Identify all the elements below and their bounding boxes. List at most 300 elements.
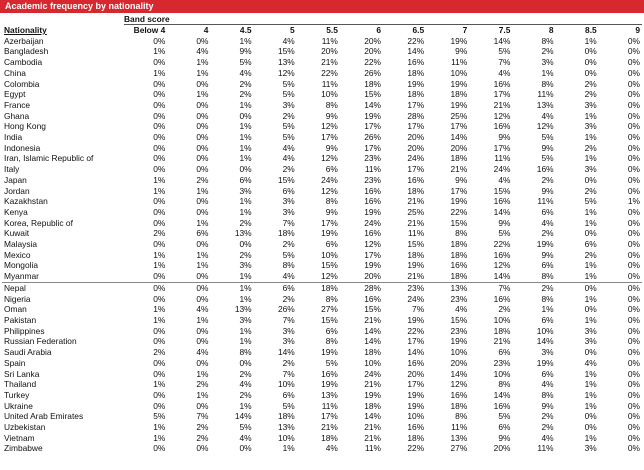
frequency-cell[interactable]: 4% [584,357,597,368]
frequency-cell[interactable]: 0% [627,400,640,411]
frequency-cell[interactable]: 0% [627,282,640,293]
frequency-cell[interactable]: 11% [451,57,468,68]
nationality-cell[interactable]: Iran, Islamic Republic of [4,153,94,164]
nationality-cell[interactable]: Kuwait [4,228,30,239]
frequency-cell[interactable]: 1% [196,389,209,400]
frequency-cell[interactable]: 5% [282,89,295,100]
frequency-cell[interactable]: 2% [282,164,295,175]
frequency-cell[interactable]: 17% [407,99,425,110]
frequency-cell[interactable]: 1% [584,314,597,325]
frequency-cell[interactable]: 24% [321,174,338,185]
frequency-cell[interactable]: 14% [493,35,511,46]
frequency-cell[interactable]: 12% [321,121,338,132]
column-header-band[interactable]: 4.5 [239,25,252,35]
frequency-cell[interactable]: 10% [364,357,381,368]
frequency-cell[interactable]: 1% [239,325,252,336]
frequency-cell[interactable]: 23% [493,357,511,368]
frequency-cell[interactable]: 13% [536,99,554,110]
frequency-cell[interactable]: 7% [282,217,295,228]
frequency-cell[interactable]: 0% [627,164,640,175]
frequency-cell[interactable]: 19% [450,196,468,207]
frequency-cell[interactable]: 7% [282,368,295,379]
frequency-cell[interactable]: 21% [364,314,381,325]
frequency-cell[interactable]: 15% [277,46,295,57]
frequency-cell[interactable]: 9% [498,432,511,443]
frequency-cell[interactable]: 2% [239,368,252,379]
frequency-cell[interactable]: 10% [450,347,468,358]
frequency-cell[interactable]: 18% [450,239,468,250]
frequency-cell[interactable]: 18% [277,228,295,239]
frequency-cell[interactable]: 9% [455,174,468,185]
frequency-cell[interactable]: 0% [584,347,597,358]
frequency-cell[interactable]: 26% [364,67,381,78]
frequency-cell[interactable]: 5% [325,357,338,368]
frequency-cell[interactable]: 18% [450,249,468,260]
frequency-cell[interactable]: 13% [234,228,252,239]
nationality-cell[interactable]: United Arab Emirates [4,411,84,422]
frequency-cell[interactable]: 14% [407,347,425,358]
frequency-cell[interactable]: 3% [239,314,252,325]
frequency-cell[interactable]: 19% [450,336,468,347]
frequency-cell[interactable]: 10% [321,249,338,260]
frequency-cell[interactable]: 0% [153,153,166,164]
frequency-cell[interactable]: 9% [239,46,252,57]
frequency-cell[interactable]: 0% [627,336,640,347]
frequency-cell[interactable]: 0% [627,422,640,433]
frequency-cell[interactable]: 2% [282,110,295,121]
nationality-cell[interactable]: Sri Lanka [4,368,40,379]
frequency-cell[interactable]: 0% [627,35,640,46]
frequency-cell[interactable]: 12% [277,67,295,78]
frequency-cell[interactable]: 17% [450,121,468,132]
frequency-cell[interactable]: 0% [627,142,640,153]
frequency-cell[interactable]: 10% [321,89,338,100]
frequency-cell[interactable]: 25% [407,206,425,217]
frequency-cell[interactable]: 20% [450,142,468,153]
nationality-cell[interactable]: Philippines [4,325,45,336]
nationality-cell[interactable]: Zimbabwe [4,443,43,454]
frequency-cell[interactable]: 0% [196,121,209,132]
frequency-cell[interactable]: 0% [196,206,209,217]
nationality-cell[interactable]: Oman [4,304,27,315]
frequency-cell[interactable]: 17% [364,142,381,153]
column-header-band[interactable]: 5 [290,25,295,35]
frequency-cell[interactable]: 3% [282,336,295,347]
nationality-cell[interactable]: Myanmar [2,271,124,282]
frequency-cell[interactable]: 14% [536,336,554,347]
frequency-cell[interactable]: 2% [239,89,252,100]
frequency-cell[interactable]: 7% [498,282,511,293]
frequency-cell[interactable]: 0% [627,89,640,100]
nationality-cell[interactable]: Spain [4,357,26,368]
frequency-cell[interactable]: 6% [325,325,338,336]
frequency-cell[interactable]: 0% [627,325,640,336]
frequency-cell[interactable]: 4% [282,142,295,153]
frequency-cell[interactable]: 3% [541,347,554,358]
frequency-cell[interactable]: 1% [584,379,597,390]
frequency-cell[interactable]: 6% [498,422,511,433]
frequency-cell[interactable]: 1% [153,314,166,325]
frequency-cell[interactable]: 16% [493,293,511,304]
frequency-cell[interactable]: 1% [196,67,209,78]
nationality-cell[interactable]: Turkey [4,389,30,400]
nationality-cell[interactable]: Nepal [4,282,26,293]
frequency-cell[interactable]: 0% [627,239,640,250]
frequency-cell[interactable]: 1% [153,260,166,271]
frequency-cell[interactable]: 17% [407,121,425,132]
frequency-cell[interactable]: 1% [239,153,252,164]
frequency-cell[interactable]: 9% [325,142,338,153]
frequency-cell[interactable]: 28% [364,282,381,293]
frequency-cell[interactable]: 1% [239,196,252,207]
frequency-cell[interactable]: 9% [455,46,468,57]
frequency-cell[interactable]: 13% [321,389,338,400]
frequency-cell[interactable]: 11% [537,89,554,100]
frequency-cell[interactable]: 6% [541,368,554,379]
frequency-cell[interactable]: 16% [364,228,381,239]
frequency-cell[interactable]: 10% [493,368,511,379]
frequency-cell[interactable]: 14% [469,271,512,282]
frequency-cell[interactable]: 12% [450,379,468,390]
frequency-cell[interactable]: 20% [340,271,383,282]
frequency-cell[interactable]: 2% [239,78,252,89]
frequency-cell[interactable]: 24% [493,164,511,175]
frequency-cell[interactable]: 4% [455,304,468,315]
frequency-cell[interactable]: 1% [196,260,209,271]
frequency-cell[interactable]: 16% [493,400,511,411]
frequency-cell[interactable]: 8% [541,389,554,400]
frequency-cell[interactable]: 16% [364,185,381,196]
frequency-cell[interactable]: 5% [282,132,295,143]
frequency-cell[interactable]: 0% [153,325,166,336]
frequency-cell[interactable]: 0% [627,132,640,143]
frequency-cell[interactable]: 0% [627,304,640,315]
frequency-cell[interactable]: 18% [277,411,295,422]
frequency-cell[interactable]: 4% [254,271,297,282]
frequency-cell[interactable]: 18% [321,282,338,293]
frequency-cell[interactable]: 4% [498,174,511,185]
frequency-cell[interactable]: 6% [498,347,511,358]
frequency-cell[interactable]: 0% [153,99,166,110]
frequency-cell[interactable]: 0% [153,389,166,400]
frequency-cell[interactable]: 16% [493,121,511,132]
frequency-cell[interactable]: 6% [282,389,295,400]
frequency-cell[interactable]: 3% [584,336,597,347]
nationality-cell[interactable]: Japan [4,174,27,185]
frequency-cell[interactable]: 6% [584,239,597,250]
frequency-cell[interactable]: 0% [627,121,640,132]
frequency-cell[interactable]: 0% [153,217,166,228]
frequency-cell[interactable]: 12% [321,153,338,164]
frequency-cell[interactable]: 0% [627,347,640,358]
frequency-cell[interactable]: 1% [153,304,166,315]
frequency-cell[interactable]: 16% [407,174,425,185]
frequency-cell[interactable]: 1% [556,271,599,282]
frequency-cell[interactable]: 5% [498,46,511,57]
frequency-cell[interactable]: 19% [321,228,338,239]
frequency-cell[interactable]: 16% [364,293,381,304]
frequency-cell[interactable]: 1% [584,389,597,400]
frequency-cell[interactable]: 3% [282,99,295,110]
frequency-cell[interactable]: 15% [407,239,425,250]
frequency-cell[interactable]: 5% [584,196,597,207]
frequency-cell[interactable]: 21% [364,379,381,390]
frequency-cell[interactable]: 1% [584,260,597,271]
frequency-cell[interactable]: 0% [196,400,209,411]
frequency-cell[interactable]: 0% [627,67,640,78]
frequency-cell[interactable]: 18% [450,89,468,100]
frequency-cell[interactable]: 2% [196,174,209,185]
frequency-cell[interactable]: 6% [282,185,295,196]
frequency-cell[interactable]: 24% [364,368,381,379]
frequency-cell[interactable]: 0% [196,35,209,46]
frequency-cell[interactable]: 1% [584,132,597,143]
frequency-cell[interactable]: 13% [277,57,295,68]
frequency-cell[interactable]: 18% [493,325,511,336]
frequency-cell[interactable]: 4% [239,379,252,390]
frequency-cell[interactable]: 17% [450,185,468,196]
frequency-cell[interactable]: 0% [584,411,597,422]
frequency-cell[interactable]: 1% [153,379,166,390]
frequency-cell[interactable]: 27% [321,304,338,315]
frequency-cell[interactable]: 14% [450,132,468,143]
frequency-cell[interactable]: 1% [541,304,554,315]
frequency-cell[interactable]: 16% [493,78,511,89]
frequency-cell[interactable]: 16% [450,260,468,271]
frequency-cell[interactable]: 16% [407,57,425,68]
frequency-cell[interactable]: 0% [584,228,597,239]
frequency-cell[interactable]: 4% [196,347,209,358]
frequency-cell[interactable]: 21% [321,57,338,68]
nationality-cell[interactable]: Uzbekistan [4,422,46,433]
frequency-cell[interactable]: 5% [282,249,295,260]
frequency-cell[interactable]: 5% [498,228,511,239]
frequency-cell[interactable]: 2% [584,78,597,89]
frequency-cell[interactable]: 14% [364,336,381,347]
frequency-cell[interactable]: 1% [196,314,209,325]
frequency-cell[interactable]: 4% [541,110,554,121]
frequency-cell[interactable]: 9% [498,132,511,143]
frequency-cell[interactable]: 19% [364,206,381,217]
frequency-cell[interactable]: 5% [153,411,166,422]
frequency-cell[interactable]: 1% [153,174,166,185]
frequency-cell[interactable]: 13% [277,422,295,433]
frequency-cell[interactable]: 5% [282,121,295,132]
frequency-cell[interactable]: 0% [124,271,167,282]
frequency-cell[interactable]: 8% [239,347,252,358]
frequency-cell[interactable]: 1% [196,217,209,228]
frequency-cell[interactable]: 18% [321,432,338,443]
column-header-band[interactable]: 6 [376,25,381,35]
frequency-cell[interactable]: 19% [364,389,381,400]
frequency-cell[interactable]: 0% [627,174,640,185]
frequency-cell[interactable]: 14% [493,389,511,400]
frequency-cell[interactable]: 1% [541,67,554,78]
nationality-cell[interactable]: Vietnam [4,432,35,443]
frequency-cell[interactable]: 3% [584,443,597,454]
frequency-cell[interactable]: 0% [239,239,252,250]
nationality-cell[interactable]: Malaysia [4,239,38,250]
frequency-cell[interactable]: 18% [407,249,425,260]
frequency-cell[interactable]: 1% [239,282,252,293]
frequency-cell[interactable]: 8% [325,196,338,207]
nationality-cell[interactable]: Italy [4,164,20,175]
frequency-cell[interactable]: 3% [282,196,295,207]
frequency-cell[interactable]: 5% [239,422,252,433]
nationality-cell[interactable]: Thailand [4,379,37,390]
nationality-cell[interactable]: China [4,67,26,78]
frequency-cell[interactable]: 14% [450,368,468,379]
frequency-cell[interactable]: 6% [541,314,554,325]
frequency-cell[interactable]: 21% [364,422,381,433]
frequency-cell[interactable]: 15% [277,174,295,185]
frequency-cell[interactable]: 2% [541,46,554,57]
frequency-cell[interactable]: 0% [627,249,640,260]
frequency-cell[interactable]: 0% [196,325,209,336]
frequency-cell[interactable]: 19% [536,239,554,250]
frequency-cell[interactable]: 2% [584,185,597,196]
frequency-cell[interactable]: 4% [282,35,295,46]
frequency-cell[interactable]: 8% [455,411,468,422]
frequency-cell[interactable]: 12% [493,260,511,271]
frequency-cell[interactable]: 21% [383,271,426,282]
frequency-cell[interactable]: 0% [584,46,597,57]
frequency-cell[interactable]: 0% [153,239,166,250]
frequency-cell[interactable]: 20% [407,132,425,143]
frequency-cell[interactable]: 16% [450,389,468,400]
frequency-cell[interactable]: 18% [407,185,425,196]
frequency-cell[interactable]: 3% [282,206,295,217]
frequency-cell[interactable]: 10% [493,314,511,325]
frequency-cell[interactable]: 3% [239,185,252,196]
frequency-cell[interactable]: 18% [407,432,425,443]
frequency-cell[interactable]: 0% [627,78,640,89]
nationality-cell[interactable]: Ghana [4,110,30,121]
frequency-cell[interactable]: 0% [627,293,640,304]
frequency-cell[interactable]: 0% [627,443,640,454]
frequency-cell[interactable]: 17% [364,121,381,132]
frequency-cell[interactable]: 11% [537,443,554,454]
frequency-cell[interactable]: 0% [153,368,166,379]
frequency-cell[interactable]: 0% [153,35,166,46]
frequency-cell[interactable]: 6% [239,174,252,185]
frequency-cell[interactable]: 0% [627,228,640,239]
frequency-cell[interactable]: 4% [196,304,209,315]
frequency-cell[interactable]: 0% [196,142,209,153]
frequency-cell[interactable]: 0% [153,132,166,143]
frequency-cell[interactable]: 14% [407,46,425,57]
frequency-cell[interactable]: 13% [450,432,468,443]
column-header-band[interactable]: 5.5 [326,25,338,35]
frequency-cell[interactable]: 2% [584,249,597,260]
frequency-cell[interactable]: 13% [234,304,252,315]
frequency-cell[interactable]: 20% [321,46,338,57]
frequency-cell[interactable]: 2% [282,357,295,368]
frequency-cell[interactable]: 8% [325,336,338,347]
frequency-cell[interactable]: 9% [541,142,554,153]
frequency-cell[interactable]: 3% [584,121,597,132]
frequency-cell[interactable]: 0% [627,379,640,390]
frequency-cell[interactable]: 25% [450,110,468,121]
frequency-cell[interactable]: 22% [407,325,425,336]
frequency-cell[interactable]: 2% [196,422,209,433]
frequency-cell[interactable]: 23% [364,174,381,185]
frequency-cell[interactable]: 0% [196,196,209,207]
frequency-cell[interactable]: 11% [408,228,425,239]
frequency-cell[interactable]: 19% [407,389,425,400]
frequency-cell[interactable]: 0% [153,357,166,368]
frequency-cell[interactable]: 6% [196,228,209,239]
frequency-cell[interactable]: 1% [153,432,166,443]
frequency-cell[interactable]: 1% [239,99,252,110]
frequency-cell[interactable]: 2% [239,217,252,228]
frequency-cell[interactable]: 18% [450,400,468,411]
frequency-cell[interactable]: 2% [541,282,554,293]
frequency-cell[interactable]: 11% [364,164,381,175]
frequency-cell[interactable]: 19% [450,35,468,46]
frequency-cell[interactable]: 0% [153,89,166,100]
frequency-cell[interactable]: 11% [321,35,338,46]
frequency-cell[interactable]: 0% [153,121,166,132]
frequency-cell[interactable]: 4% [541,217,554,228]
nationality-cell[interactable]: Cambodia [4,57,43,68]
nationality-cell[interactable]: Pakistan [4,314,37,325]
frequency-cell[interactable]: 20% [407,142,425,153]
frequency-cell[interactable]: 17% [493,142,511,153]
frequency-cell[interactable]: 5% [282,78,295,89]
frequency-cell[interactable]: 12% [321,185,338,196]
frequency-cell[interactable]: 14% [234,411,252,422]
frequency-cell[interactable]: 24% [407,293,425,304]
frequency-cell[interactable]: 17% [321,217,338,228]
frequency-cell[interactable]: 23% [450,293,468,304]
frequency-cell[interactable]: 0% [584,282,597,293]
frequency-cell[interactable]: 12% [364,239,381,250]
frequency-cell[interactable]: 5% [541,132,554,143]
frequency-cell[interactable]: 0% [627,57,640,68]
frequency-cell[interactable]: 1% [196,89,209,100]
nationality-cell[interactable]: Indonesia [4,142,41,153]
frequency-cell[interactable]: 2% [584,89,597,100]
frequency-cell[interactable]: 19% [536,357,554,368]
frequency-cell[interactable]: 0% [153,142,166,153]
frequency-cell[interactable]: 22% [493,239,511,250]
nationality-cell[interactable]: Egypt [4,89,26,100]
frequency-cell[interactable]: 0% [196,164,209,175]
frequency-cell[interactable]: 10% [450,67,468,78]
frequency-cell[interactable]: 0% [153,282,166,293]
frequency-cell[interactable]: 19% [364,260,381,271]
frequency-cell[interactable]: 1% [196,249,209,260]
frequency-cell[interactable]: 20% [364,35,381,46]
frequency-cell[interactable]: 0% [196,282,209,293]
frequency-cell[interactable]: 1% [239,121,252,132]
frequency-cell[interactable]: 11% [537,196,554,207]
frequency-cell[interactable]: 8% [541,293,554,304]
frequency-cell[interactable]: 22% [450,206,468,217]
frequency-cell[interactable]: 6% [325,239,338,250]
frequency-cell[interactable]: 0% [196,132,209,143]
frequency-cell[interactable]: 1% [239,132,252,143]
frequency-cell[interactable]: 17% [321,132,338,143]
frequency-cell[interactable]: 14% [493,206,511,217]
frequency-cell[interactable]: 8% [512,271,555,282]
frequency-cell[interactable]: 4% [196,46,209,57]
frequency-cell[interactable]: 9% [325,206,338,217]
column-header-band[interactable]: 7 [462,25,468,35]
frequency-cell[interactable]: 26% [277,304,295,315]
frequency-cell[interactable]: 14% [277,347,295,358]
